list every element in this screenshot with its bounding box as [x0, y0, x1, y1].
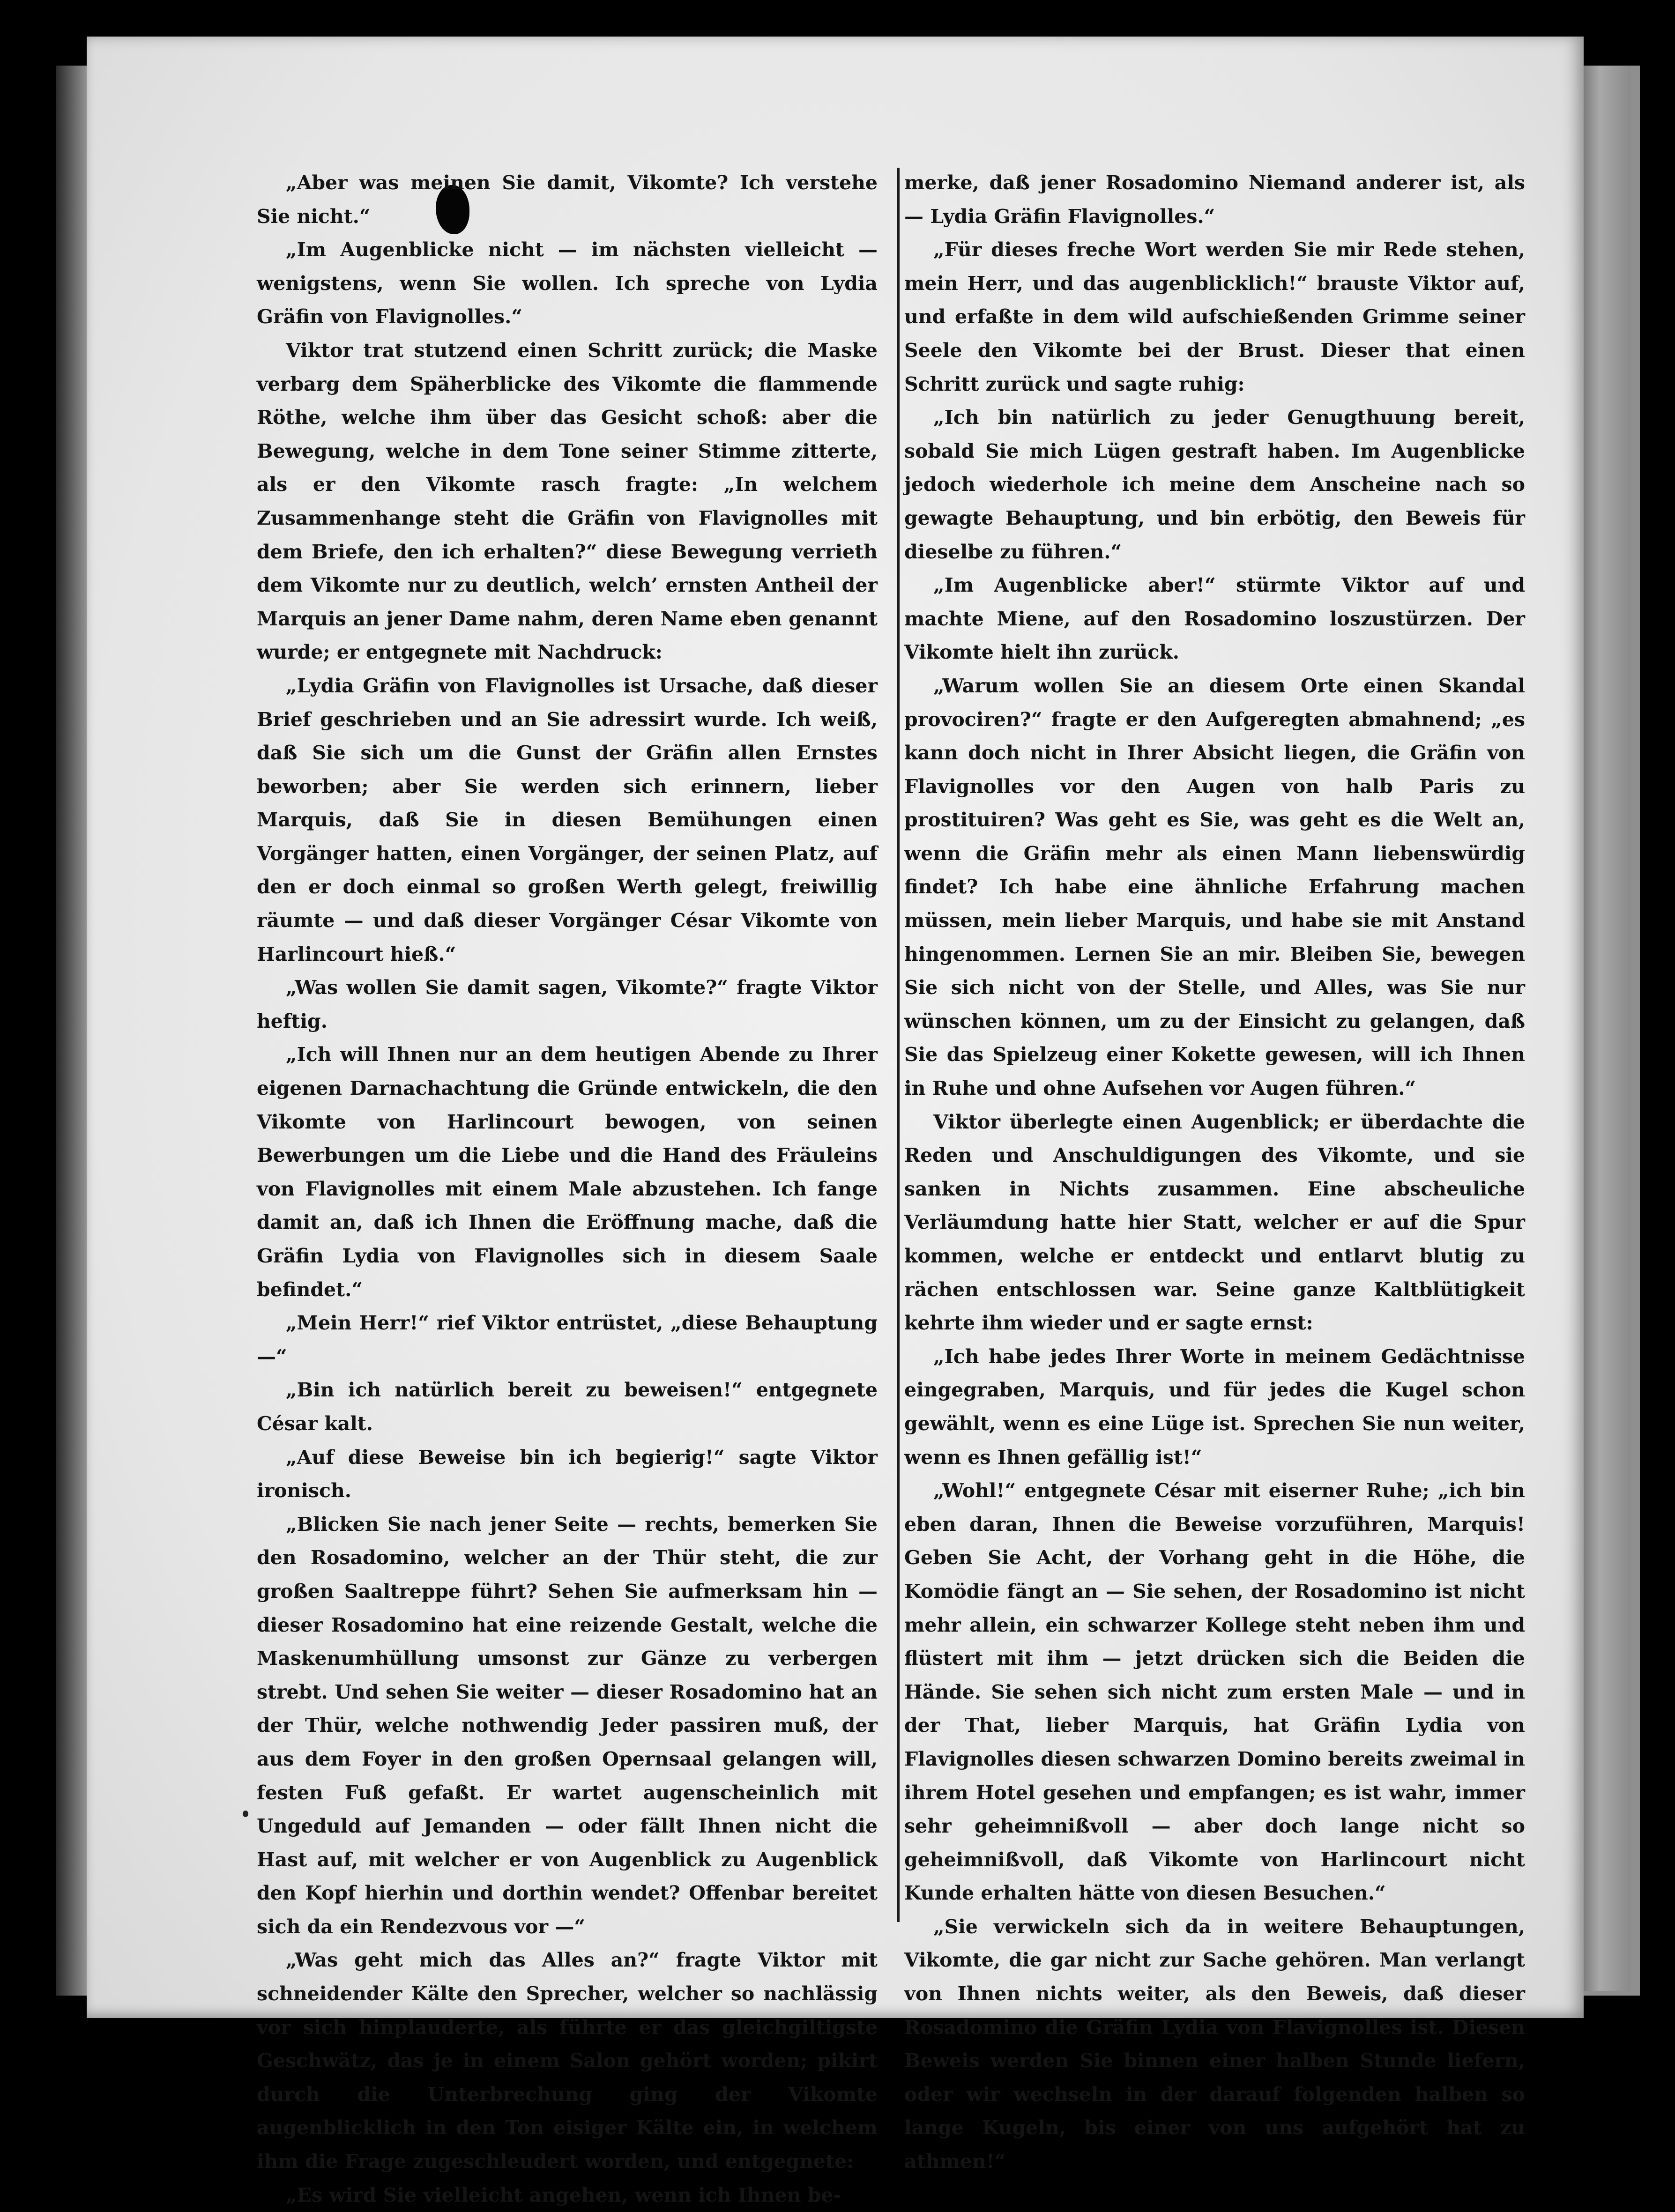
paragraph: „Ich bin natürlich zu jeder Genugthuung bereit, sobald Sie mich Lügen gestraft haben. Im Augenblicke jedoch wiederhole ich meine dem Anscheine nach so gewagte Behauptung, und bin erbötig, den Beweis für dieselbe zu führen.“ [904, 406, 1525, 563]
paragraph: „Lydia Gräfin von Flavignolles ist Ursache, daß dieser Brief geschrieben und an Sie adressirt wurde. Ich weiß, daß Sie sich um die Gunst der Gräfin allen Ernstes beworben; aber Sie werden sich erinnern, lieber Marquis, daß Sie in diesen Bemühungen einen Vorgänger hatten, einen Vorgänger, der seinen Platz, auf den er doch einmal so großen Werth gelegt, freiwillig räumte — und daß dieser Vorgänger César Vikomte von Harlincourt hieß.“ [257, 674, 878, 965]
paragraph: „Mein Herr!“ rief Viktor entrüstet, „diese Behauptung—“ [257, 1312, 878, 1368]
paragraph: „Ich will Ihnen nur an dem heutigen Abende zu Ihrer eigenen Darnachachtung die Gründe entwickeln, die den Vikomte von Harlincourt bewogen, von seinen Bewerbungen um die Liebe und die Hand des Fräuleins von Flavignolles mit einem Male abzustehen. Ich fange damit an, daß ich Ihnen die Eröffnung mache, daß die Gräfin Lydia von Flavignolles sich in diesem Saale befindet.“ [257, 1043, 878, 1301]
paragraph: „Für dieses freche Wort werden Sie mir Rede stehen, mein Herr, und das augenblicklich!“ brauste Viktor auf, und erfaßte in dem wild aufschießenden Grimme seiner Seele den Vikomte bei der Brust. Dieser that einen Schritt zurück und sagte ruhig: [904, 238, 1525, 395]
ink-speck [243, 1811, 248, 1817]
right-text-column [904, 166, 1525, 2179]
paragraph: merke, daß jener Rosadomino Niemand anderer ist, als — Lydia Gräfin Flavignolles.“ [904, 171, 1525, 228]
paragraph: „Was geht mich das Alles an?“ fragte Viktor mit schneidender Kälte den Sprecher, welcher so nachlässig vor sich hinplauderte, als führte er das gleichgiltigste Geschwätz, das je in einem Salon gehört worden; pikirt durch die Unterbrechung ging der Vikomte augenblicklich in den Ton eisiger Kälte ein, in welchem ihm die Frage zugeschleudert worden, und entgegnete: [257, 1949, 878, 2173]
paragraph: „Wohl!“ entgegnete César mit eiserner Ruhe; „ich bin eben daran, Ihnen die Beweise vorzuführen, Marquis! Geben Sie Acht, der Vorhang geht in die Höhe, die Komödie fängt an — Sie sehen, der Rosadomino ist nicht mehr allein, ein schwarzer Kollege steht neben ihm und flüstert mit ihm — jetzt drücken sich die Beiden die Hände. Sie sehen sich nicht zum ersten Male — und in der That, lieber Marquis, hat Gräfin Lydia von Flavignolles diesen schwarzen Domino bereits zweimal in ihrem Hotel gesehen und empfangen; es ist wahr, immer sehr geheimnißvoll — aber doch lange nicht so geheimnißvoll, daß Vikomte von Harlincourt nicht Kunde erhalten hätte von diesen Besuchen.“ [904, 1479, 1525, 1905]
next-leaf-edge [1579, 66, 1630, 1991]
paragraph: „Was wollen Sie damit sagen, Vikomte?“ fragte Viktor heftig. [257, 976, 878, 1032]
paragraph: „Bin ich natürlich bereit zu beweisen!“ entgegnete César kalt. [257, 1379, 878, 1435]
paragraph: „Sie verwickeln sich da in weitere Behauptungen, Vikomte, die gar nicht zur Sache gehören. Man verlangt von Ihnen nichts weiter, als den Beweis, daß dieser Rosadomino die Gräfin Lydia von Flavignolles ist. Diesen Beweis werden Sie binnen einer halben Stunde liefern, oder wir wechseln in der darauf folgenden halben so lange Kugeln, bis einer von uns aufgehört hat zu athmen!“ [904, 1915, 1525, 2173]
paragraph: Viktor trat stutzend einen Schritt zurück; die Maske verbarg dem Späherblicke des Vikomte die flammende Röthe, welche ihm über das Gesicht schoß: aber die Bewegung, welche in dem Tone seiner Stimme zitterte, als er den Vikomte rasch fragte: „In welchem Zusammenhange steht die Gräfin von Flavignolles mit dem Briefe, den ich erhalten?“ diese Bewegung verrieth dem Vikomte nur zu deutlich, welch’ ernsten Antheil der Marquis an jener Dame nahm, deren Name eben genannt wurde; er entgegnete mit Nachdruck: [257, 339, 878, 664]
paragraph: „Es wird Sie vielleicht angehen, wenn ich Ihnen be- [286, 2183, 841, 2206]
paragraph: Viktor überlegte einen Augenblick; er überdachte die Reden und Anschuldigungen des Vikomte, und sie sanken in Nichts zusammen. Eine abscheuliche Verläumdung hatte hier Statt, welcher er auf die Spur kommen, welche er entdeckt und entlarvt blutig zu rächen entschlossen war. Seine ganze Kaltblütigkeit kehrte ihm wieder und er sagte ernst: [904, 1110, 1525, 1335]
paragraph: „Warum wollen Sie an diesem Orte einen Skandal provociren?“ fragte er den Aufgeregten abmahnend; „es kann doch nicht in Ihrer Absicht liegen, die Gräfin von Flavignolles vor den Augen von halb Paris zu prostituiren? Was geht es Sie, was geht es die Welt an, wenn die Gräfin mehr als einen Mann liebenswürdig findet? Ich habe eine ähnliche Erfahrung machen müssen, mein lieber Marquis, und habe sie mit Anstand hingenommen. Lernen Sie an mir. Bleiben Sie, bewegen Sie sich nicht von der Stelle, und Alles, was Sie nur wünschen können, um zu der Einsicht zu gelangen, daß Sie das Spielzeug einer Kokette gewesen, will ich Ihnen in Ruhe und ohne Aufsehen vor Augen führen.“ [904, 674, 1525, 1100]
column-divider [897, 168, 900, 1922]
paragraph: „Aber was meinen Sie damit, Vikomte? Ich verstehe Sie nicht.“ [257, 171, 878, 228]
paragraph: „Im Augenblicke aber!“ stürmte Viktor auf und machte Miene, auf den Rosadomino loszustürzen. Der Vikomte hielt ihn zurück. [904, 574, 1525, 664]
paragraph: „Blicken Sie nach jener Seite — rechts, bemerken Sie den Rosadomino, welcher an der Thür steht, die zur großen Saaltreppe führt? Sehen Sie aufmerksam hin — dieser Rosadomino hat eine reizende Gestalt, welche die Maskenumhüllung umsonst zur Gänze zu verbergen strebt. Und sehen Sie weiter — dieser Rosadomino hat an der Thür, welche nothwendig Jeder passiren muß, der aus dem Foyer in den großen Opernsaal gelangen will, festen Fuß gefaßt. Er wartet augenscheinlich mit Ungeduld auf Jemanden — oder fällt Ihnen nicht die Hast auf, mit welcher er von Augenblick zu Augenblick den Kopf hierhin und dorthin wendet? Offenbar bereitet sich da ein Rendezvous vor —“ [257, 1513, 878, 1938]
paragraph: „Im Augenblicke nicht — im nächsten vielleicht — wenigstens, wenn Sie wollen. Ich spreche von Lydia Gräfin von Flavignolles.“ [257, 238, 878, 328]
paragraph: „Ich habe jedes Ihrer Worte in meinem Gedächtnisse eingegraben, Marquis, und für jedes die Kugel schon gewählt, wenn es eine Lüge ist. Sprechen Sie nun weiter, wenn es Ihnen gefällig ist!“ [904, 1345, 1525, 1469]
paragraph: „Auf diese Beweise bin ich begierig!“ sagte Viktor ironisch. [257, 1446, 878, 1502]
left-text-column [257, 166, 878, 2212]
binding-shadow [56, 66, 89, 1996]
